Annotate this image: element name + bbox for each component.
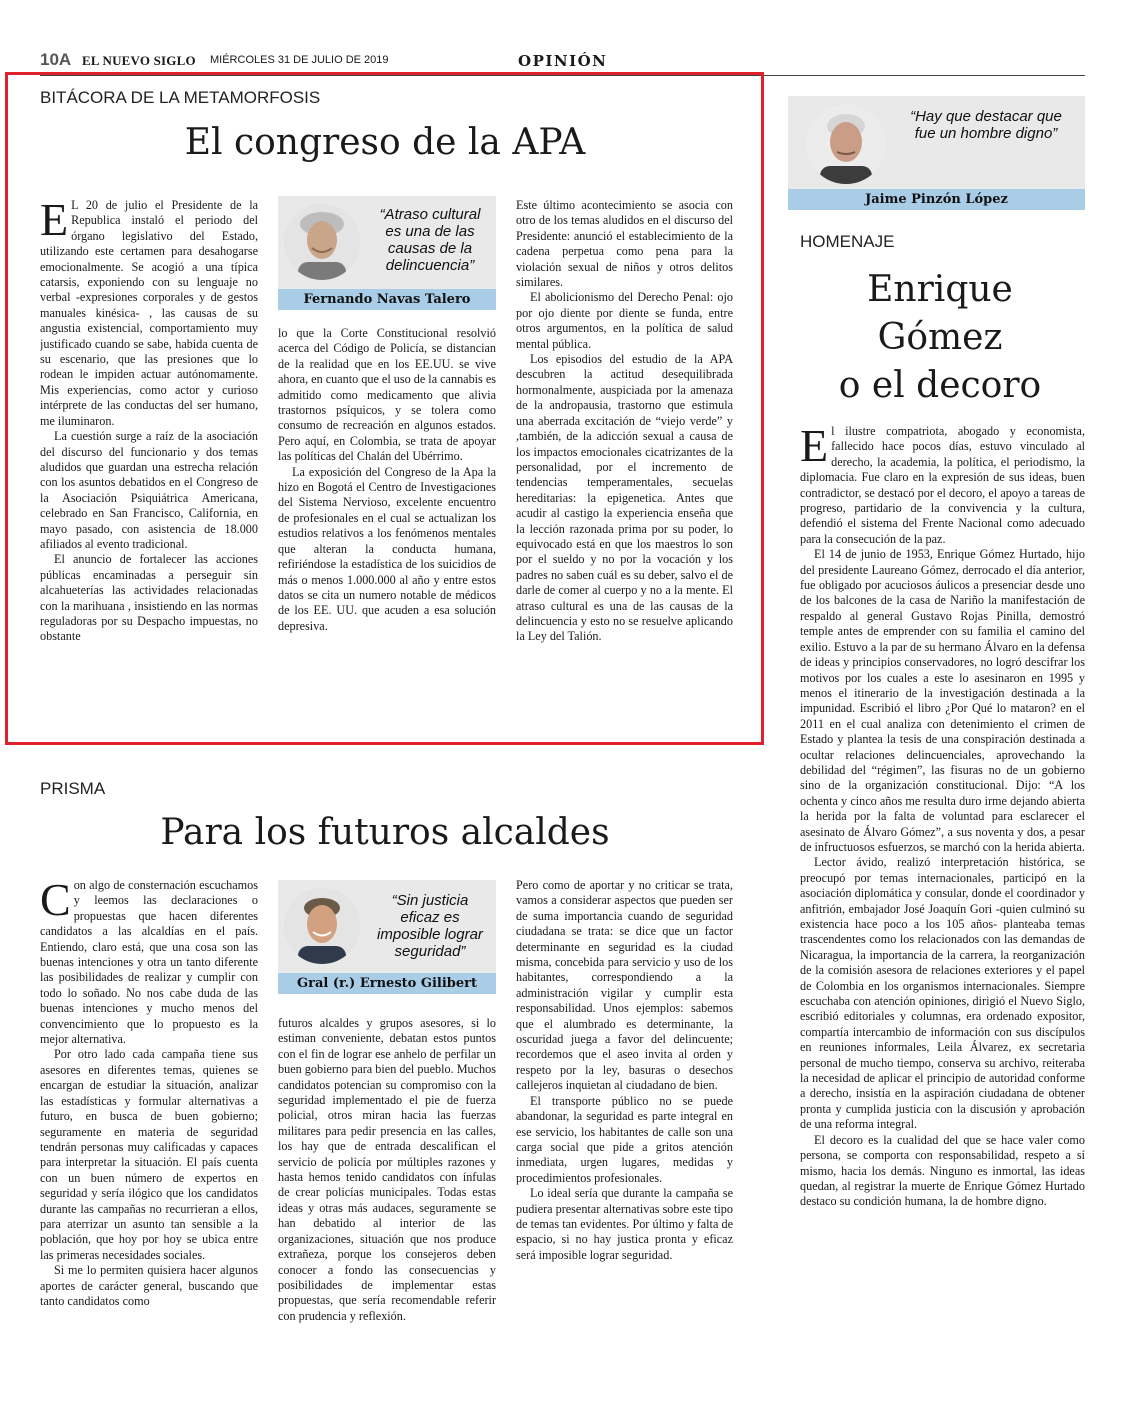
- article1-paragraph: La exposición del Congreso de la Apa la hizo en Bogotá el Centro de Investigaciones del Sistema Nervioso, excelente encuentro de profesionales en el cual se actualizan los estudios relativos a los fenómenos mentales que alteran la conducta humana, refiriéndose la estadística de los suicidios de más o menos 1.000.000 al año y entre estos datos se cita un numero notable de médicos de los EE. UU. que acuden a esa solución depresiva.: [278, 464, 496, 633]
- newspaper-name: EL NUEVO SIGLO: [82, 53, 196, 68]
- person-icon: [284, 204, 360, 280]
- article1-paragraph: La cuestión surge a raíz de la asociación del discurso del funcionario y dos temas aludidos que guardan una estrecha relación con los asuntos debatidos en el Congreso de la Asociación Psiquiátrica Americana, celebrado en San Francisco, California, en mayo pasado, con asistencia de 18.000 afiliados al evento tradicional.: [40, 429, 258, 551]
- article1-paragraph: El anuncio de fortalecer las acciones públicas encaminadas a perseguir sin alcahueterías las actividades relacionadas con la marihuana , insistiendo en las normas reguladoras por su Despacho impuestas, no obstante: [40, 552, 258, 644]
- article2-author: Gral (r.) Ernesto Gilibert: [278, 973, 496, 994]
- article3-body: [800, 424, 1085, 1364]
- article3-paragraph: El decoro es la cualidad del que se hace valer como persona, se comporta con responsabilidad, respeto a sí mismo, hacia los demás. Ninguno es inmortal, las ideas quedan, al registrar la muerte de Enrique Gómez Hurtado destaco su condición humana, la de hombre digno.: [800, 1132, 1085, 1209]
- article1-column-1: [40, 198, 258, 718]
- person-icon: [806, 104, 886, 184]
- article2-kicker: PRISMA: [40, 779, 106, 798]
- section-title: OPINIÓN: [518, 52, 608, 70]
- article3-paragraph: l ilustre compatriota, abogado y economista, fallecido hace pocos días, estuvo vinculado al derecho, la academia, la política, el periodismo, la diplomacia. Fue claro en la expresión de sus ideas, buen contradictor, se destacó por el decoro, el apoyo a tareas de progreso, partidario de la convivencia y la cultura, defendió el sistema del Frente Nacional como adecuado para la consecución de la paz.: [800, 424, 1085, 546]
- person-icon: [284, 888, 360, 964]
- article3-paragraph: Lector ávido, realizó interpretación histórica, se preocupó por temas internacionales, participó en la asociación diplomática y consular, donde el coordinador y anfitrión, embajador José Joaquín Gori -quien culminó su existencia hace poco a los 105 años- planteaba temas trascendentes como los relacionados con las demandas de Nicaragua, la importancia de la carrera, la reorganización de la comisión asesora de relaciones exteriores y el papel de Colombia en los organismos internacionales. Siempre escuchaba con atención opiniones, dirigió el Nuevo Siglo, escribió editoriales y columnas, era ordenado expositor, compartía intercambio de información con sus discípulos en reuniones informales, Leila Álvarez, ex secretaria personal de mucho tiempo, conserva su archivo, reiteraba la necesidad de aplicar el principio de autoridad conforme a derecho, insistía en la aspiración ciudadana de obtener pronta y cumplida justicia con la discusión y aprobación de una reforma integral.: [800, 855, 1085, 1132]
- article2-paragraph: Lo ideal sería que durante la campaña se pudiera presentar alternativas sobre este tipo de temas tan evidentes. Por último y falta de espacio, si no hay justica pronta y eficaz será imposible lograr seguridad.: [516, 1186, 733, 1262]
- article2-column-1: [40, 878, 258, 1358]
- article3-title-line: o el decoro: [838, 365, 1042, 406]
- author-photo: [284, 888, 360, 964]
- article2-paragraph: on algo de consternación escuchamos y leemos las declaraciones o propuestas que hacen diferentes candidatos a las alcaldías en el país. Entiendo, claro está, que una cosa son las buenas intenciones y otra un tanto diferente las posibilidades de realizar y cumplir con todo lo soñado. No nos cabe duda de las buenas intenciones y mucho menos del convencimiento que lo propuesto es la mejor alternativa.: [40, 878, 258, 1047]
- page-header: [40, 50, 1085, 72]
- article1-pull-quote: [278, 196, 496, 310]
- article1-paragraph: El abolicionismo del Derecho Penal: ojo por ojo diente por diente se funda, entre otros argumentos, en la política de salud mental pública.: [516, 290, 733, 351]
- author-photo: [284, 204, 360, 280]
- article2-quote-text: “Sin justicia eficaz es imposible lograr seguridad”: [377, 892, 483, 960]
- article2-paragraph: El transporte público no se puede abandonar, la seguridad es parte integral en ese servicio, los habitantes de calle son una carga social que pide a gritos atención inmediata, urgen lugares, medidas y procedimientos profesionales.: [516, 1093, 733, 1185]
- article1-paragraph: Los episodios del estudio de la APA descubren la actitud desequilibrada hormonalmente, auspiciada por la amenaza de la andropausia, trastorno que estimula una aberrada excitación de “viejo verde” y ,también, de la adicción sexual a causa de los impactos emocionales cicatrizantes de la personalidad, por el incremento de tendencias temperamentales, secuelas hereditarias: la epigenetica. Antes que acudir al castigo la experiencia enseña que la lección razonada prima por su poder, lo equivocado está en que los maestros lo son por el sueldo y no por la vocación y los padres no saben cuál es su deber, salvo el de darle de comer al cuerpo y no a la mente. El atraso cultural es una de las causas de la delincuencia y esto no se resuelve aplicando la Ley del Talión.: [516, 352, 733, 644]
- article3-kicker: HOMENAJE: [800, 232, 895, 251]
- article1-quote-text: “Atraso cultural es una de las causas de la delincuencia”: [379, 206, 481, 274]
- article1-paragraph: Este último acontecimiento se asocia con otro de los temas aludidos en el discurso del Presidente: anunció el establecimiento de la cadena perpetua como pena para la violación sexual de niños y otros delitos similares.: [516, 198, 733, 290]
- article1-column-3: [516, 198, 733, 708]
- article2-drop-cap: C: [40, 878, 71, 925]
- page-number: 10A: [40, 50, 72, 69]
- article1-drop-cap: E: [40, 198, 69, 245]
- article2-column-2: [278, 1016, 496, 1356]
- article1-paragraph: lo que la Corte Constitucional resolvió acerca del Código de Policía, se distancian de la realidad que en los EE.UU. se vive ahora, en cuanto que el uso de la cannabis es admitido como medicamento que alivia trastornos psíquicos, y se tolera como consumo de recreación en algunos estados. Pero aquí, en Colombia, se trata de apoyar las políticas del Chalán del Ubérrimo.: [278, 326, 496, 464]
- article3-quote-text: “Hay que destacar que fue un hombre digno”: [910, 108, 1062, 142]
- article2-paragraph: Si me lo permiten quisiera hacer algunos aportes de carácter general, buscando que tanto candidatos como: [40, 1263, 258, 1308]
- article2-title: Para los futuros alcaldes: [160, 812, 610, 853]
- article1-column-2: [278, 326, 496, 706]
- article2-paragraph: Por otro lado cada campaña tiene sus asesores en diferentes temas, quienes se encargan de estudiar la situación, analizar las estadísticas y formular alternativas a futuro, en busca de buen gobierno; seguramente en materia de seguridad tendrán personas muy calificadas y capaces para interpretar la situación. El país cuenta con un buen número de expertos en seguridad y sería ilógico que los candidatos durante las campañas no recurrieran a ellos, para aterrizar un asunto tan sensible a la población, que hoy por hoy se ubica entre las primeras necesidades sociales.: [40, 1047, 258, 1262]
- article2-paragraph: futuros alcaldes y grupos asesores, si lo estiman conveniente, debatan estos puntos con el fin de lograr ese anhelo de perfilar un buen gobierno para bien del pueblo. Muchos candidatos potencian su compromiso con la seguridad implementado el pie de fuerza policial, otros miran hacia las fuerzas militares para pedir presencia en las calles, los hay que de entrada descalifican el servicio de policía por múltiples razones y hasta hemos tenido candidatos con ínfulas de crear policías municipales. Todas estas ideas y otras más audaces, seguramente se han debatido al interior de las organizaciones, situación que nos produce extrañeza, porque los consejeros deben conocer a fondo las consecuencias y posibilidades de implementar estas propuestas, que sería recomendable referir con prudencia y reflexión.: [278, 1016, 496, 1323]
- article2-paragraph: Pero como de aportar y no criticar se trata, vamos a considerar aspectos que pueden ser de suma importancia cuando de seguridad ciudadana se trata: se dice que un factor determinante en seguridad es la ciudad misma, concebida para servicio y uso de los habitantes, correspondiendo a la administración vigilar y cumplir esta responsabilidad. Unos ejemplos: sabemos que el alumbrado es determinante, la oscuridad juega a favor del delincuente; recordemos que el aseo invita al orden y respeto por la ley, basuras o desechos callejeros inquietan al ciudadano de bien.: [516, 878, 733, 1093]
- article3-paragraph: El 14 de junio de 1953, Enrique Gómez Hurtado, hijo del presidente Laureano Gómez, derrocado el día anterior, fue obligado por acuciosos áulicos a presenciar desde uno de los balcones de la casa de Nariño la manifestación de respaldo al general Gustavo Rojas Pinilla, demostró temple antes de emprender con su familia el camino del exilio. Estuvo a la par de su hermano Álvaro en la defensa de ideas y principios conservadores, no logró descifrar los motivos por los cuales a este lo asesinaron en 1995 y menos el itinerario de la investigación destinada a la impunidad. Escribió el libro ¿Por Qué lo mataron? en el 2011 en el cual analiza con detenimiento el crimen de Estado y plantea la tesis de una conspiración destinada a ocultar relaciones delincuenciales, aprovechando la debilidad del “régimen”, las fisuras no de un gobierno sino de la organización constitucional. Dijo: “A los ochenta y cinco años me resulta duro irme dejando abierta la herida por la falta de voluntad para esclarecer el asesinato de Álvaro Gómez”, a sus noventa y dos, a pesar de infructuosos esfuerzos, se marchó con la herida abierta.: [800, 547, 1085, 854]
- issue-date: MIÉRCOLES 31 DE JULIO DE 2019: [210, 54, 389, 66]
- author-photo: [806, 104, 886, 184]
- article2-column-3: [516, 878, 733, 1356]
- article1-paragraph: L 20 de julio el Presidente de la Republica instaló el periodo del órgano legislativo del Estado, utilizando este certamen para desahogarse emocionalmente. Se acogió a una típica catarsis, exponiendo con su lenguaje no verbal -expresiones corporales y de gestos manuales kinésica- , las causas de su angustia existencial, comportamiento muy justificado cuando se sabe, habida cuenta de su escenario, que las presiones que lo rodean le impiden actuar autónomamente. Mis experiencias, como actor y curioso intérprete de las conductas del ser humano, me iluminaron.: [40, 198, 258, 428]
- article1-author: Fernando Navas Talero: [278, 289, 496, 310]
- article3-title-line: Gómez: [877, 317, 1003, 358]
- article1-title: El congreso de la APA: [184, 122, 586, 163]
- article3-title: [790, 266, 1090, 410]
- article3-drop-cap: E: [800, 424, 829, 471]
- article3-pull-quote: [788, 96, 1085, 210]
- article1-kicker: BITÁCORA DE LA METAMORFOSIS: [40, 88, 321, 107]
- article3-title-line: Enrique: [867, 269, 1013, 310]
- article3-author: Jaime Pinzón López: [788, 189, 1085, 210]
- article2-pull-quote: [278, 880, 496, 994]
